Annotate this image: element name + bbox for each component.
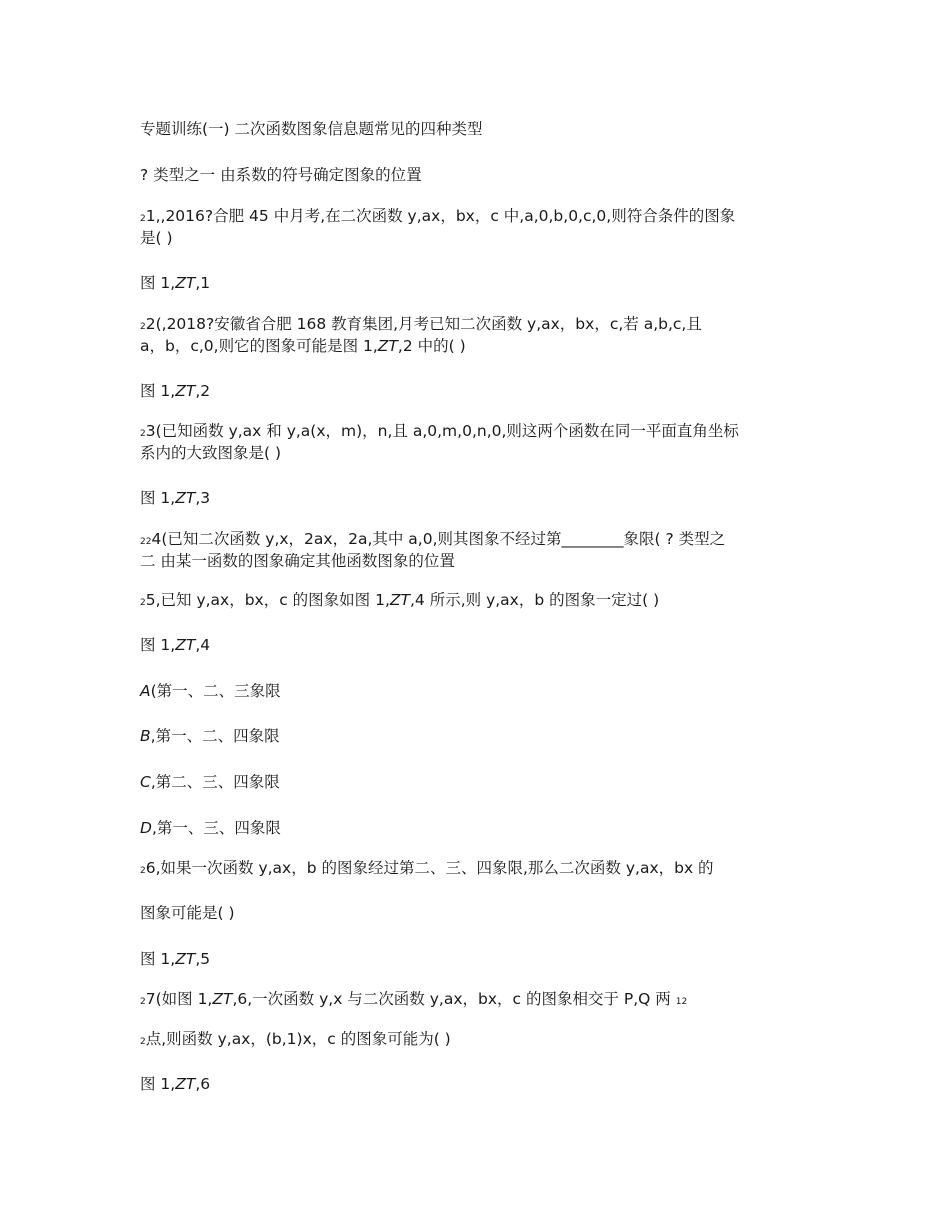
question-7-line-1: 27(如图 1,ZT,6,一次函数 y,x 与二次函数 y,ax，bx，c 的图象相交于 P,Q 两 12 — [140, 990, 688, 1008]
superscript: 12 — [675, 997, 688, 1007]
superscript: 2 — [140, 866, 146, 876]
figure-caption-6: 图 1,ZT,6 — [140, 1075, 211, 1093]
question-2-line-2: a，b，c,0,则它的图象可能是图 1,ZT,2 中的( ) — [140, 337, 466, 355]
figure-caption-3: 图 1,ZT,3 — [140, 489, 211, 507]
question-5: 25,已知 y,ax，bx，c 的图象如图 1,ZT,4 所示,则 y,ax，b 的图象一定过( ) — [140, 591, 660, 609]
question-6-line-2: 图象可能是( ) — [140, 904, 235, 922]
question-4-line-1: 224(已知二次函数 y,x，2ax，2a,其中 a,0,则其图象不经过第________象限( ? 类型之 — [140, 530, 726, 548]
superscript: 2 — [140, 429, 146, 439]
question-1-line-2: 是( ) — [140, 229, 173, 247]
figure-caption-4: 图 1,ZT,4 — [140, 636, 211, 654]
figure-caption-5: 图 1,ZT,5 — [140, 950, 211, 968]
superscript: 2 — [140, 322, 146, 332]
section-heading-1: ? 类型之一 由系数的符号确定图象的位置 — [140, 166, 422, 184]
question-3-line-1: 23(已知函数 y,ax 和 y,a(x，m)，n,且 a,0,m,0,n,0,则这两个函数在同一平面直角坐标 — [140, 422, 739, 440]
superscript: 2 — [140, 598, 146, 608]
option-d: D,第一、三、四象限 — [140, 819, 281, 837]
question-2-line-1: 22(,2018?安徽省合肥 168 教育集团,月考已知二次函数 y,ax，bx，c,若 a,b,c,且 — [140, 315, 702, 333]
question-6-line-1: 26,如果一次函数 y,ax，b 的图象经过第二、三、四象限,那么二次函数 y,ax，bx 的 — [140, 859, 714, 877]
option-c: C,第二、三、四象限 — [140, 773, 280, 791]
superscript: 2 — [140, 997, 146, 1007]
question-7-line-2: 2点,则函数 y,ax，(b,1)x，c 的图象可能为( ) — [140, 1030, 451, 1048]
superscript: 2 — [140, 214, 146, 224]
document-title: 专题训练(一) 二次函数图象信息题常见的四种类型 — [140, 120, 483, 138]
question-1-line-1: 21,,2016?合肥 45 中月考,在二次函数 y,ax，bx，c 中,a,0,b,0,c,0,则符合条件的图象 — [140, 207, 736, 225]
figure-caption-2: 图 1,ZT,2 — [140, 382, 211, 400]
option-a: A(第一、二、三象限 — [140, 682, 281, 700]
question-4-line-2: 二 由某一函数的图象确定其他函数图象的位置 — [140, 552, 455, 570]
superscript: 22 — [140, 537, 152, 547]
option-b: B,第一、二、四象限 — [140, 727, 280, 745]
question-3-line-2: 系内的大致图象是( ) — [140, 444, 282, 462]
superscript: 2 — [140, 1037, 146, 1047]
figure-caption-1: 图 1,ZT,1 — [140, 274, 211, 292]
